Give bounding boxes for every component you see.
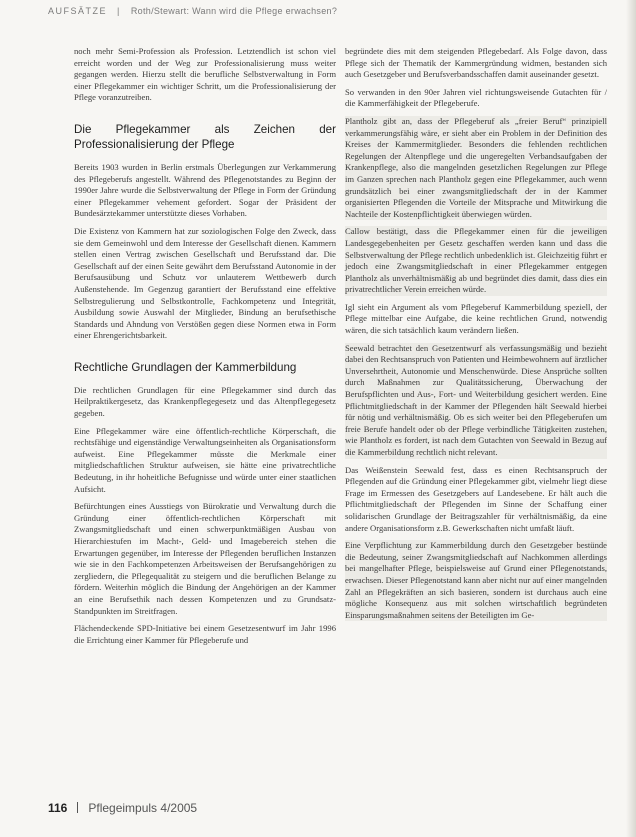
running-header [48, 6, 608, 16]
page-edge-shadow [626, 0, 636, 837]
section-label: AUFSÄTZE [48, 6, 108, 16]
paragraph: Befürchtungen eines Ausstiegs von Bürokratie und Verwaltung durch die Gründung einer öffentlich-rechtlichen Körperschaft mit Zwangsmitgliedschaft und einen schwerpunktmäßigen Ausbau von Hierarchiestufen im Macht-, Geld- und Imagebereich stehen die Erwartungen gegenüber, im Interesse der Pflegenden beruflichen Instanzen wie sie in den Fachkompetenzen Arbeitsweisen der Berufsangehörigen zu zergliedern, die Pflegequalität zu steigern und die beruflichen Belange zu fördern. Weiterhin möglich die Bindung der Angehörigen an der Kammer an eine Berufsethik nach dessen Kompetenzen und zu Grundsatz-Standpunkten im Streitfragen. [74, 501, 336, 616]
paragraph: Igl sieht ein Argument als vom Pflegeberuf Kammerbildung speziell, der Pflege mittelbar eine Aufgabe, die keine rechtlichen Grund, notwendig wären, die sich tatsächlich kaum verändern ließen. [345, 301, 607, 336]
section-heading: Rechtliche Grundlagen der Kammerbildung [74, 360, 297, 374]
paragraph: noch mehr Semi-Profession als Profession. Letztendlich ist schon viel erreicht worden und der Weg zur Professionalisierung muss weiter gegangen werden. Hierzu stellt die berufliche Selbstverwaltung in Form einer Pflegekammer ein wichtiger Schritt, um die Professionalisierung der Pflege voranzutreiben. [74, 46, 336, 103]
paragraph: Seewald betrachtet den Gesetzentwurf als verfassungsmäßig und bezieht dabei den Rechtsanspruch von Patienten und Heimbewohnern auf ärztlicher Unversehrtheit, Autonomie und Menschenwürde. Diese Ansprüche sollten durch Maßnahmen zur Qualitätssicherung, Überwachung der Berufspflichten und Aus-, Fort- und Weiterbildung gesichert werden. Eine Pflichtmitgliedschaft in der Kammer der Pflegenden hält Seewald hierbei für nötig und verhältnismäßig. Ob es sich weiter bei den Pflegeberufen um freie Berufe handelt oder ob der Pflege verbindliche Tätigkeiten zustehen, wie Plantholz es fordert, ist nach dem Gutachten von Seewald in Bezug auf die Kammerbildung rechtlich nicht relevant. [345, 342, 607, 457]
header-separator: | [117, 6, 121, 16]
paragraph: Flächendeckende SPD-Initiative bei einem Gesetzesentwurf im Jahr 1996 die Errichtung einer Kammer für Pflegeberufe und [74, 623, 336, 645]
right-column [345, 46, 607, 627]
paragraph: Plantholz gibt an, dass der Pflegeberuf als „freier Beruf“ prinzipiell verkammerungsfähig wäre, er sieht aber ein Problem in der Definition des Kreises der Kammermitglieder. Besonders die fehlenden rechtlichen Regelungen der Altenpflege und die ungeregelten Verbandsaufgaben der Krankenpflege, also die mangelnden gesetzlichen Regelungen zur Pflege im Ganzen sprechen nach Plantholz gegen eine Pflegekammer, auch wenn grundsätzlich bei einer zwangsmitgliedschaft der in der Kammer organisierten Pflegenden die Vorteile der Mitsprache und Mitwirkung die Nachteile der Kostenpflichtigkeit überwiegen würden. [345, 115, 607, 219]
paragraph: So verwanden in den 90er Jahren viel richtungsweisende Gutachten für / die Kammerfähigkeit der Pflegeberufe. [345, 86, 607, 109]
page-footer [48, 801, 197, 815]
page-number: 116 [48, 801, 68, 815]
paragraph: Das Weißenstein Seewald fest, dass es einen Rechtsanspruch der Pflegenden auf die Gründung einer Pflegekammer gibt, vielmehr liegt diese Frage im Ermessen des Gesetzgebers auf Landesebene. Er hält auch die Pflichtmitgliedschaft der Pflegenden im Sinne der Schaffung einer solidarischen Grundlage der Beitragszahler für verhältnismäßig, da eine andere Organisationsform z.B. Gewerkschaften nicht umfaßt läuft. [345, 464, 607, 533]
paragraph: Die rechtlichen Grundlagen für eine Pflegekammer sind durch das Heilpraktikergesetz, das Krankenpflegegesetz und das Altenpflegegesetz gegeben. [74, 384, 336, 419]
section-heading: Die Pflegekammer als Zeichen der Professionalisierung der Pflege [74, 122, 336, 151]
paragraph: Eine Pflegekammer wäre eine öffentlich-rechtliche Körperschaft, die rechtsfähige und eigenständige Verwaltungseinheiten als Organisationsform aufweist. Eine Pflegekammer müsste die Merkmale einer mitgliedschaftlichen Struktur aufweisen, sie hätte eine privatrechtliche Bedeutung, in ihr hoheitliche Befugnisse und würde unter einer staatlichen Aufsicht. [74, 425, 336, 494]
footer-divider [77, 802, 78, 813]
paragraph: begründete dies mit dem steigenden Pflegebedarf. Als Folge davon, dass Pflege sich der Thematik der Kammergründung widmen, bestanden sich auch Gesetzgeber und Berufsverbandsschaffen damit auseinander gesetzt. [345, 46, 607, 80]
running-title: Roth/Stewart: Wann wird die Pflege erwachsen? [130, 6, 338, 16]
paragraph: Bereits 1903 wurden in Berlin erstmals Überlegungen zur Verkammerung des Pflegeberufs angestellt. Während des Pflegenotstandes zu Beginn der 1990er Jahre wurde die Selbstverwaltung der Pflege in Form der Gründung einer Pflegekammer vehement gefordert. Sogar der Präsident der Bundesärztekammer unterstützte dieses Vorhaben. [74, 161, 336, 219]
paragraph: Die Existenz von Kammern hat zur soziologischen Folge den Zweck, dass sie dem Gemeinwohl und dem Interesse der Gesellschaft dienen. Kammern stellen einen Vertrag zwischen Gesellschaft und Berufsstand dar. Die Gesellschaft auf der einen Seite gewährt dem Berufsstand Autonomie in der Berufsausübung und Schutz vor unlauterem Wettbewerb durch Außenstehende. Im Gegenzug garantiert der Berufsstand eine effektive Selbstregulierung und Selbstkontrolle, Fachkompetenz und Integrität, Ausbildung sowie Auswahl der Mitglieder, Bindung an berufsethische Standards und Ahndung von Verstößen gegen diese Normen etwa in Form einer Ehrengerichtsbarkeit. [74, 225, 336, 341]
paragraph: Eine Verpflichtung zur Kammerbildung durch den Gesetzgeber bestünde die Bedeutung, seiner Zwangsmitgliedschaft auf Nachkommen allerdings bei mangelhafter Pflege, beispielsweise auf Grund einer Pflegenotstands, erwachsen. Dieser Pflegenotstand kann aber nicht nur auf einer mangelnden Zahl an Pflegekräften an sich basieren, sondern ist durchaus auch eine mögliche Konsequenz aus mit solchen wirtschaftlich begründeten Einsparungsmaßnahmen seitens der Beteiligten im Ge- [345, 540, 607, 620]
paragraph: Callow bestätigt, dass die Pflegekammer einen für die jeweiligen Landesgegebenheiten per Gesetz geschaffen werden kann und dass die Selbstverwaltung der Pflege rechtlich unbedenklich ist. Gleichzeitig führt er jedoch eine Zwangsmitgliedschaft in einer Pflegekammer entgegen Plantholz als unverhältnismäßig ab und begründet dies damit, dass dies ein privatrechtlicher Verein erreichen würde. [345, 226, 607, 295]
magazine-issue: Pflegeimpuls 4/2005 [88, 801, 198, 815]
left-column [74, 46, 336, 652]
